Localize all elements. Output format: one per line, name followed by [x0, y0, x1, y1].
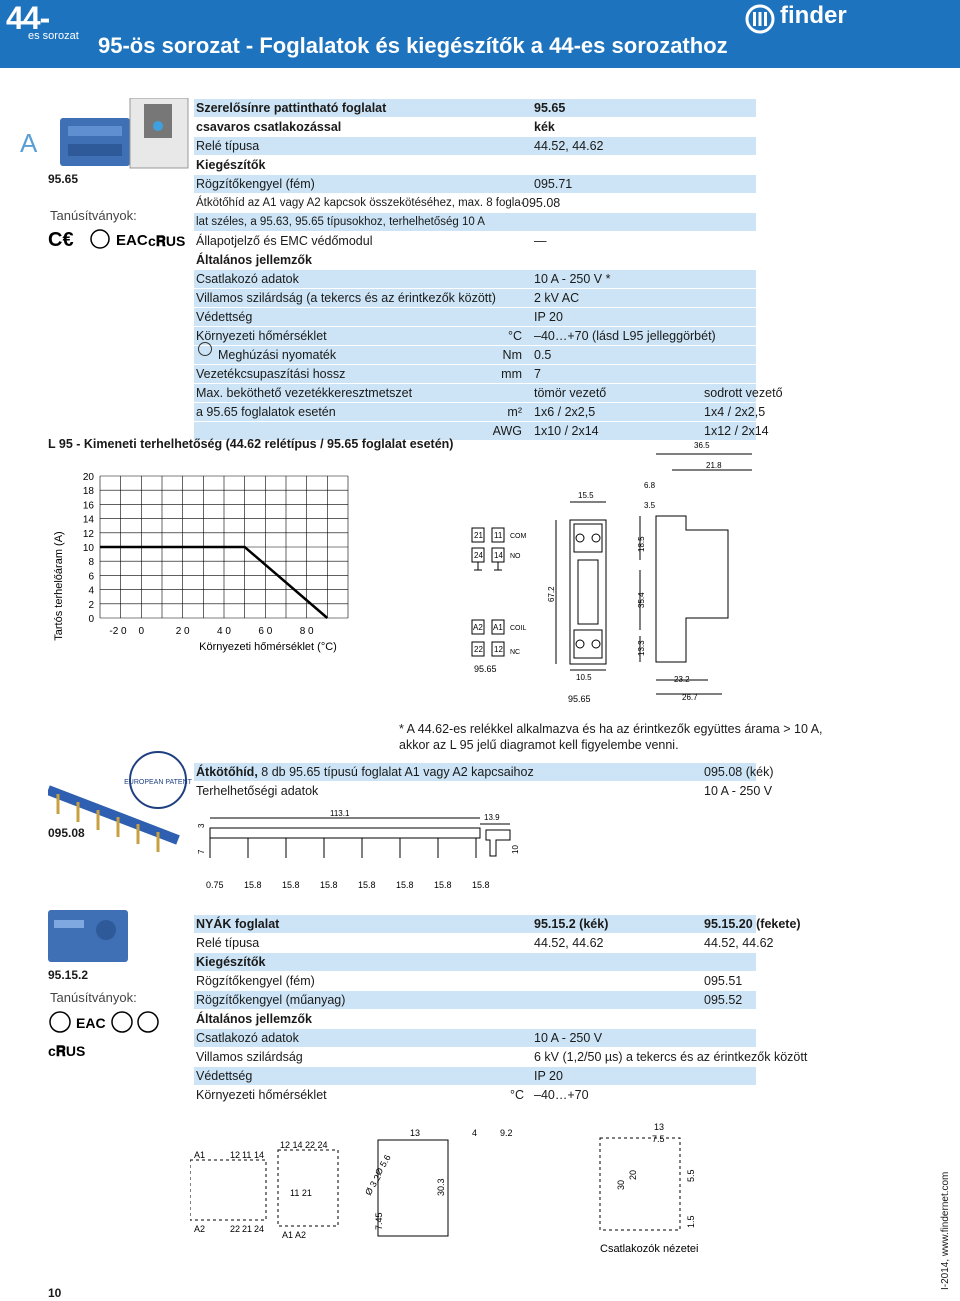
pcb-dim-7-45: 7.45 — [374, 1212, 384, 1230]
p1-row: Max. beköthető vezetékkeresztmetszet tömör vezető sodrott vezető — [196, 386, 783, 400]
bridge-pitch-label: 15.8 — [320, 880, 338, 890]
dim-21-8: 21.8 — [706, 461, 722, 470]
eac-mark-icon: EAC — [116, 232, 148, 249]
p2-row: Villamos szilárdság 6 kV (1,2/50 µs) a tekercs és az érintkezők között — [196, 1050, 808, 1064]
side-footer: I-2014, www.findernet.com — [940, 1171, 951, 1290]
csa-mark-icon — [50, 1012, 70, 1032]
p1-row: Átkötőhíd az A1 vagy A2 kapcsok összekötéséhez, max. 8 fogla- 095.08 — [196, 196, 561, 210]
pcb-14: 14 — [254, 1150, 265, 1160]
chart-ylabel: Tartós terhelőáram (A) — [53, 531, 65, 641]
chart-y-tick: 8 — [88, 557, 94, 569]
p1-row: lat széles, a 95.63, 95.65 típusokhoz, terhelhetőség 10 A — [194, 213, 756, 231]
socket-side-view — [640, 454, 752, 694]
finder-logo-icon — [744, 4, 776, 34]
pcb-dim-3-2: Ø 3.2 — [363, 1172, 383, 1197]
pcb-21: 21 — [242, 1224, 253, 1234]
chart-x-tick: 2 0 — [175, 626, 190, 637]
pin-a1: A1 — [493, 623, 503, 632]
pcb-22: 22 — [230, 1224, 241, 1234]
pcb-r-30: 30 — [616, 1179, 626, 1190]
pcb-bot-labels: A1 A2 — [282, 1230, 307, 1240]
bridge-row-1: Átkötőhíd, 8 db 95.65 típusú foglalat A1 vagy A2 kapcsaihoz 095.08 (kék) — [196, 765, 774, 779]
chart-y-tick: 0 — [88, 614, 94, 625]
bridge-pitch-labels — [206, 880, 490, 890]
chart-y-tick: 4 — [88, 585, 94, 597]
p2-row: NYÁK foglalat 95.15.2 (kék) 95.15.20 (fekete) — [196, 917, 801, 931]
chart-y-tick: 10 — [82, 543, 94, 554]
chart-y-tick: 14 — [82, 514, 94, 526]
patent-seal-text: EUROPEAN PATENT — [124, 779, 192, 786]
chart-xlabel: Környezeti hőmérséklet (°C) — [199, 641, 337, 653]
product-code-95-15-2: 95.15.2 — [48, 968, 89, 982]
ul-mark-icon: c𝐑US — [48, 1043, 86, 1059]
dim-6-8: 6.8 — [644, 481, 656, 490]
bridge-dim-3: 3 — [197, 823, 206, 828]
p2-row: Védettség IP 20 — [194, 1067, 756, 1085]
cert-marks — [48, 228, 188, 250]
p1-row: Villamos szilárdság (a tekercs és az érintkezők között) 2 kV AC — [194, 289, 756, 307]
pin-24: 24 — [474, 551, 483, 560]
p1-row: Állapotjelző és EMC védőmodul — — [196, 234, 547, 248]
chart-x-tick: -2 0 — [109, 626, 127, 637]
socket-95-65-image — [60, 98, 190, 176]
pcb-r-20: 20 — [628, 1169, 638, 1180]
series-subtitle: es sorozat — [28, 30, 79, 42]
p2-row: Kiegészítők — [194, 953, 756, 971]
dim-35-4: 35.4 — [637, 592, 646, 608]
chart-y-tick: 2 — [88, 599, 94, 611]
finder-logo — [744, 4, 874, 34]
dim-15-5: 15.5 — [578, 491, 594, 500]
cert-label: Tanúsítványok: — [50, 208, 137, 223]
pcb-dim-30-3: 30.3 — [436, 1178, 446, 1196]
pcb-12: 12 — [230, 1150, 241, 1160]
dim-23-2: 23.2 — [674, 675, 690, 684]
pin-21: 21 — [474, 531, 483, 540]
bridge-pitch-label: 15.8 — [396, 880, 414, 890]
pin-22: 22 — [474, 645, 483, 654]
bridge-pitch-label: 15.8 — [434, 880, 452, 890]
series-number: 44- — [6, 0, 50, 36]
pcb-r-1-5: 1.5 — [686, 1215, 696, 1228]
dim-36-5: 36.5 — [694, 441, 710, 450]
pcb-dim-4: 4 — [472, 1128, 478, 1138]
p2-row: Rögzítőkengyel (műanyag) 095.52 — [194, 991, 756, 1009]
page-title: 95-ös sorozat - Foglalatok és kiegészítők a 44-es sorozathoz — [98, 33, 728, 58]
p1-row: a 95.65 foglalatok esetén m² 1x6 / 2x2,5 1x4 / 2x2,5 — [196, 405, 766, 419]
dim-18-5: 18.5 — [637, 536, 646, 552]
dim-10-5: 10.5 — [576, 673, 592, 682]
section-letter: A — [20, 128, 38, 158]
cert-marks-2 — [48, 1010, 168, 1060]
pcb-mid-labels: 11 21 — [290, 1188, 312, 1198]
pcb-a2: A2 — [194, 1224, 206, 1234]
pcb-r-13: 13 — [654, 1122, 665, 1132]
p1-row: Meghúzási nyomaték Nm 0.5 — [194, 346, 756, 364]
bridge-pitch-label: 15.8 — [282, 880, 300, 890]
chart-y-tick: 20 — [82, 472, 94, 483]
eac-mark-icon: EAC — [76, 1015, 106, 1031]
pcb-a1: A1 — [194, 1150, 206, 1160]
p1-row: Vezetékcsupaszítási hossz mm 7 — [194, 365, 756, 383]
pin-a2: A2 — [473, 623, 483, 632]
bridge-095-08-image — [48, 750, 198, 860]
pct-mark-icon — [112, 1012, 132, 1032]
chart-y-tick: 18 — [82, 486, 94, 498]
p2-row: Környezeti hőmérséklet °C –40…+70 — [196, 1088, 589, 1102]
dim-3-5: 3.5 — [644, 501, 656, 510]
chart-x-tick: 4 0 — [217, 626, 231, 637]
socket-top-view — [556, 502, 606, 670]
pin-12: 12 — [494, 645, 503, 654]
chart-x-tick: 8 0 — [299, 626, 314, 637]
p2-row: Csatlakozó adatok 10 A - 250 V — [194, 1029, 756, 1047]
bridge-pitch-label: 15.8 — [472, 880, 490, 890]
csa-mark-icon — [91, 230, 109, 248]
chart-x-tick: 6 0 — [258, 626, 273, 637]
chart-y-tick: 12 — [82, 528, 94, 540]
pcb-dim-13: 13 — [410, 1128, 421, 1138]
ul-mark-icon: c𝐑US — [148, 233, 186, 249]
chart-title: L 95 - Kimeneti terhelhetőség (44.62 relétípus / 95.65 foglalat esetén) — [48, 437, 454, 451]
pin-label-com: COM — [510, 533, 527, 540]
chart-y-tick: 6 — [88, 571, 94, 583]
p2-row: Rögzítőkengyel (fém) 095.51 — [196, 974, 743, 988]
bridge-dim-7: 7 — [197, 849, 206, 854]
pin-label-coil: COIL — [510, 625, 527, 632]
p2-row: Relé típusa 44.52, 44.62 44.52, 44.62 — [196, 936, 774, 950]
pcb-r-7-5: 7.5 — [652, 1134, 665, 1144]
p2-row: Általános jellemzők — [196, 1012, 313, 1026]
lloyds-mark-icon — [138, 1012, 158, 1032]
bridge-pitch-label: 15.8 — [358, 880, 376, 890]
bridge-dimension-drawing — [190, 810, 530, 894]
dimension-drawings — [460, 440, 760, 710]
dim-67-2: 67.2 — [547, 586, 556, 602]
pin-label-no: NO — [510, 553, 521, 560]
dim-26-7: 26.7 — [682, 693, 698, 702]
p1-row: Védettség IP 20 — [194, 308, 756, 326]
bridge-dim-13-9: 13.9 — [484, 813, 500, 822]
chart-x-tick: 0 — [138, 626, 145, 637]
p1-row: Környezeti hőmérséklet °C –40…+70 (lásd L95 jelleggörbét) — [194, 327, 756, 345]
bridge-pitch-label: 15.8 — [244, 880, 262, 890]
bridge-row-2: Terhelhetőségi adatok 10 A - 250 V — [196, 784, 773, 798]
chart-series-line — [100, 547, 327, 618]
dim-13-3: 13.3 — [637, 640, 646, 656]
p1-row: Relé típusa 44.52, 44.62 — [194, 137, 756, 155]
cert-label-2: Tanúsítványok: — [50, 990, 137, 1005]
pin-label-nc: NC — [510, 649, 521, 656]
pcb-11: 11 — [242, 1150, 252, 1160]
pcb-dim-5-6: Ø 5.6 — [373, 1152, 393, 1177]
footnote-line-2: akkor az L 95 jelű diagramot kell figyelembe venni. — [399, 738, 679, 752]
pin-diagram-code: 95.65 — [474, 664, 497, 674]
load-chart — [48, 460, 368, 660]
p1-row: Csatlakozó adatok 10 A - 250 V * — [194, 270, 756, 288]
pcb-drawings — [190, 1120, 730, 1260]
bridge-dim-10: 10 — [511, 845, 520, 854]
p1-row: Rögzítőkengyel (fém) 095.71 — [194, 175, 756, 193]
pcb-view-label: Csatlakozók nézetei — [600, 1243, 699, 1255]
pin-11: 11 — [494, 531, 503, 540]
footnote-line-1: * A 44.62-es relékkel alkalmazva és ha az érintkezők együttes árama > 10 A, — [399, 722, 823, 736]
p1-row: csavaros csatlakozással kék — [196, 120, 555, 134]
p1-row: Szerelősínre pattintható foglalat 95.65 — [194, 99, 756, 117]
logo-text: finder — [780, 2, 847, 29]
chart-y-tick: 16 — [82, 500, 94, 512]
socket-95-15-2-image — [48, 900, 178, 968]
torque-icon — [198, 342, 212, 356]
pcb-dim-9-2: 9.2 — [500, 1128, 513, 1138]
pcb-top-labels: 12 14 22 24 — [280, 1140, 328, 1150]
pcb-24: 24 — [254, 1224, 265, 1234]
ce-mark-icon: C€ — [48, 229, 74, 250]
pin-14: 14 — [494, 551, 503, 560]
product-code-095-08: 095.08 — [48, 826, 85, 840]
bridge-dim-113: 113.1 — [330, 810, 350, 818]
top-view-code: 95.65 — [568, 694, 591, 704]
page-number: 10 — [48, 1286, 62, 1300]
pcb-r-5-5: 5.5 — [686, 1169, 696, 1182]
p1-row: Általános jellemzők — [196, 253, 313, 267]
bridge-pitch-label: 0.75 — [206, 880, 224, 890]
p1-row: AWG 1x10 / 2x14 1x12 / 2x14 — [194, 422, 756, 440]
p1-row: Kiegészítők — [196, 158, 266, 172]
pin-diagram — [472, 528, 504, 656]
product-code-95-65: 95.65 — [48, 172, 79, 186]
